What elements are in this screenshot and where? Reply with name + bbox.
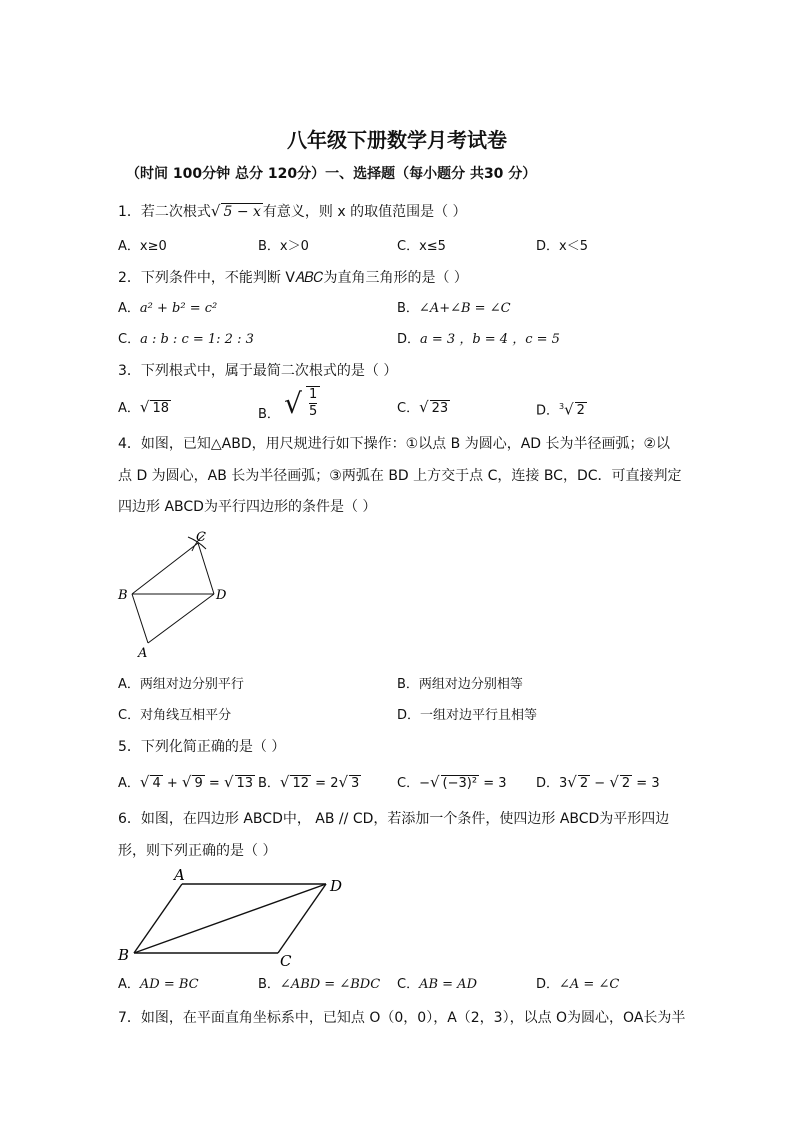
label-c: C [280, 952, 292, 969]
segment-ab [134, 884, 182, 953]
label-a: A [174, 866, 185, 884]
q2-option-a: A．a² + b² = c² [118, 301, 218, 316]
question-7-line-1: 7．如图，在平面直角坐标系中，已知点 O（0，0），A（2，3），以点 O为圆心，OA长为半 [118, 1010, 686, 1026]
q5-option-a: A．√ 4 + √ 9 = √ 13 [118, 773, 254, 791]
q5-option-b: B．√ 12 = 2√ 3 [258, 773, 360, 791]
q2-option-d: D．a = 3 ，b = 4 ，c = 5 [397, 332, 560, 347]
q4-option-d: D．一组对边平行且相等 [397, 708, 538, 723]
q4-figure [110, 525, 240, 660]
q6-option-b: B．∠ABD = ∠BDC [258, 977, 381, 992]
q5-option-d: D．3√ 2 − √ 2 = 3 [536, 773, 660, 791]
label-d: D [330, 877, 343, 895]
question-4-line-3: 四边形 ABCD为平行四边形的条件是（ ） [118, 499, 377, 515]
question-1-stem: 1．若二次根式√ 5 − x 有意义，则 x 的取值范围是（ ） [118, 202, 467, 220]
question-3-stem: 3．下列根式中，属于最简二次根式的是（ ） [118, 363, 398, 379]
q1-option-c: C．x≤5 [397, 239, 446, 254]
q3-option-b: B． √ $\frac{1}{5}$ [258, 386, 320, 420]
segment-ad [148, 594, 214, 643]
q5-option-c: C．−√ (−3)² = 3 [397, 773, 507, 791]
q4-option-a: A．两组对边分别平行 [118, 677, 244, 692]
q4-option-b: B．两组对边分别相等 [397, 677, 523, 692]
question-5-stem: 5．下列化简正确的是（ ） [118, 739, 286, 755]
label-a: A [138, 646, 148, 660]
label-b: B [118, 946, 130, 964]
exam-subtitle: （时间 100分钟 总分 120分）一、选择题（每小题分 共30 分） [126, 166, 537, 182]
segment-bc [132, 543, 198, 594]
q2-option-c: C．a : b : c = 1: 2 : 3 [118, 332, 254, 347]
q1-radical: 5 − x [223, 204, 261, 220]
label-d: D [216, 588, 227, 603]
q3-option-a: A．√ 18 [118, 398, 170, 416]
q3-option-d: D．$^3$√ 2 [536, 400, 585, 419]
q6-option-c: C．AB = AD [397, 977, 477, 992]
label-c: C [196, 530, 206, 545]
q4-option-c: C．对角线互相平分 [118, 708, 232, 723]
q1-option-a: A．x≥0 [118, 239, 167, 254]
question-4-line-1: 4．如图，已知△ABD，用尺规进行如下操作：①以点 B 为圆心，AD 长为半径画弧；②以 [118, 436, 671, 452]
segment-cd [198, 543, 214, 594]
page-title: 八年级下册数学月考试卷 [287, 128, 507, 152]
q3-option-c: C．√ 23 [397, 398, 449, 416]
q1-option-b: B．x＞0 [258, 239, 309, 254]
segment-cd [278, 884, 326, 953]
q6-option-a: A．AD = BC [118, 977, 199, 992]
q2-option-b: B．∠A+∠B = ∠C [397, 301, 511, 316]
question-6-line-1: 6．如图，在四边形 ABCD中， AB // CD，若添加一个条件，使四边形 ABCD为平形四边 [118, 811, 670, 827]
q6-figure [112, 864, 352, 969]
q6-option-d: D．∠A = ∠C [536, 977, 620, 992]
label-b: B [118, 588, 128, 603]
question-6-line-2: 形，则下列正确的是（ ） [118, 843, 277, 859]
q1-option-d: D．x＜5 [536, 239, 588, 254]
question-4-line-2: 点 D 为圆心，AB 长为半径画弧；③两弧在 BD 上方交于点 C，连接 BC，DC．可直接判定 [118, 468, 682, 484]
segment-ba [132, 594, 148, 643]
segment-bd [134, 884, 326, 953]
question-2-stem: 2．下列条件中，不能判断 V𝐴𝐵𝐶为直角三角形的是（ ） [118, 270, 468, 286]
